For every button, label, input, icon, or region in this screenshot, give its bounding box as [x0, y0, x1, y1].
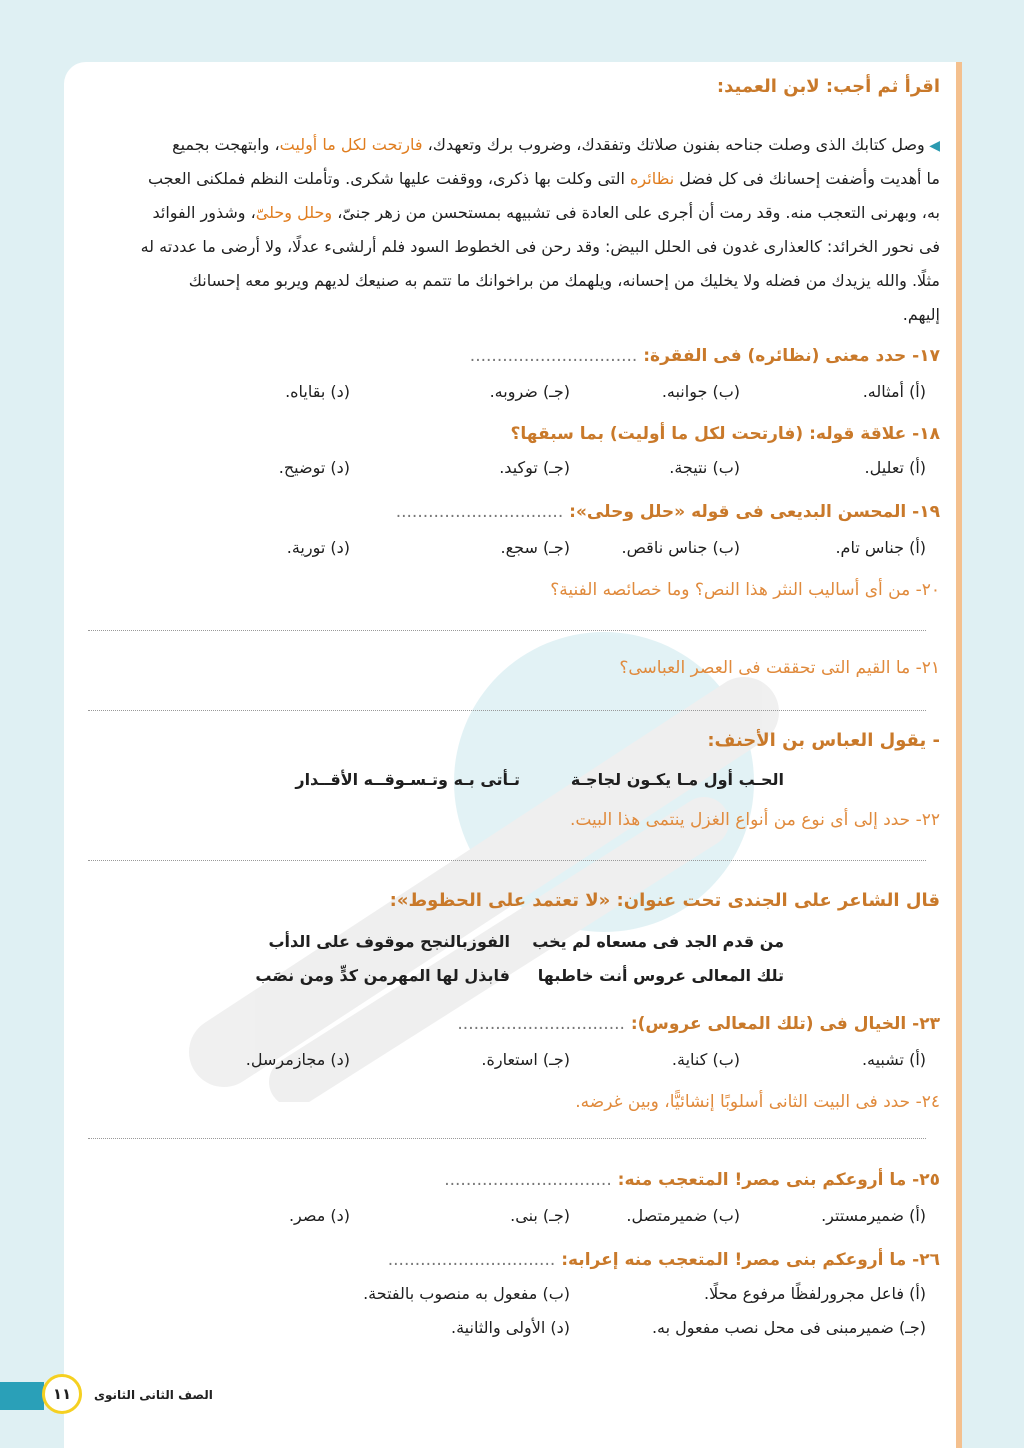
answer-blank: ............................... [457, 1014, 625, 1034]
q17-option-d[interactable]: (د) بقاياه. [285, 382, 350, 401]
question-23-text: ٢٣- الخيال فى (تلك المعالى عروس): [630, 1014, 940, 1034]
question-18: ١٨- علاقة قوله: (فارتحت لكل ما أوليت) بما سبقها؟ [510, 424, 940, 444]
question-17 [470, 346, 940, 366]
question-25-text: ٢٥- ما أروعكم بنى مصر! المتعجب منه: [617, 1170, 940, 1190]
bullet-arrow-icon: ◀ [924, 138, 940, 154]
question-26 [388, 1250, 940, 1270]
q18-option-d[interactable]: (د) توضيح. [278, 458, 350, 477]
page-number: ١١ [42, 1374, 82, 1414]
question-24: ٢٤- حدد فى البيت الثانى أسلوبًا إنشائيًّا، وبين غرضه. [575, 1092, 940, 1112]
q25-option-b[interactable]: (ب) ضميرمتصل. [626, 1206, 740, 1225]
question-19-text: ١٩- المحسن البديعى فى قوله «حلل وحلى»: [569, 502, 940, 522]
q23-option-d[interactable]: (د) مجازمرسل. [245, 1050, 350, 1069]
question-23 [457, 1014, 940, 1034]
verse-1-second-hemistich: الفوزبالنجح موقوف على الدأب [268, 932, 510, 951]
passage-text: ، وشذور الفوائد [152, 203, 256, 222]
passage-text: فى نحور الخرائد: كالعذارى غدون فى الحلل البيض: وقد رحن فى الخطوط السود فلم أرلشىء عدلًا، ولا أرضى ما عددته له [140, 237, 940, 256]
answer-blank: ............................... [469, 346, 638, 366]
passage-text: ما أهديت وأضفت إحسانك فى كل فضل [674, 169, 940, 188]
q26-option-c[interactable]: (جـ) ضميرمبنى فى محل نصب مفعول به. [651, 1318, 926, 1337]
answer-blank: ............................... [395, 502, 564, 522]
q17-option-c[interactable]: (جـ) ضروبه. [489, 382, 570, 401]
q19-option-d[interactable]: (د) تورية. [286, 538, 350, 557]
footer-accent-bar [0, 1382, 44, 1410]
q25-option-a[interactable]: (أ) ضميرمستتر. [821, 1206, 926, 1225]
verse-1-first-hemistich: الحـب أول مـا يكـون لجاجـة [570, 770, 784, 789]
verse-1-first-hemistich: من قدم الجد فى مسعاه لم يخب [532, 932, 784, 951]
verse-2-first-hemistich: تلك المعالى عروس أنت خاطبها [537, 966, 784, 985]
grade-label: الصف الثانى الثانوى [94, 1388, 213, 1402]
q17-option-b[interactable]: (ب) جوانبه. [661, 382, 740, 401]
answer-line[interactable] [88, 1138, 926, 1139]
q19-option-c[interactable]: (جـ) سجع. [500, 538, 570, 557]
passage-line [88, 298, 940, 333]
question-22: ٢٢- حدد إلى أى نوع من أنواع الغزل ينتمى هذا البيت. [569, 810, 940, 830]
verse-2-second-hemistich: فابذل لها المهرمن كدٍّ ومن نصَب [255, 966, 510, 985]
question-26-text: ٢٦- ما أروعكم بنى مصر! المتعجب منه إعرابه: [561, 1250, 940, 1270]
section2-title: - يقول العباس بن الأحنف: [707, 730, 940, 751]
q26-option-d[interactable]: (د) الأولى والثانية. [451, 1318, 570, 1337]
section1-title: اقرأ ثم أجب: لابن العميد: [716, 76, 940, 97]
passage-text: ، وابتهجت بجميع [172, 135, 280, 154]
answer-line[interactable] [88, 860, 926, 861]
q17-option-a[interactable]: (أ) أمثاله. [862, 382, 926, 401]
passage-text: إليهم. [902, 305, 940, 324]
q18-option-c[interactable]: (جـ) توكيد. [499, 458, 570, 477]
q25-option-d[interactable]: (د) مصر. [288, 1206, 350, 1225]
answer-blank: ............................... [387, 1250, 556, 1270]
passage-text: وصل كتابك الذى وصلت جناحه بفنون صلاتك وتفقدك، وضروب برك وتعهدك، [422, 135, 925, 154]
highlighted-phrase: وحلل وحلىّ [255, 203, 333, 222]
passage-text: به، وبهرنى التعجب منه. وقد رمت أن أجرى على العادة فى تشبيهه بمستحسن من زهر جنىّ، [332, 203, 940, 222]
question-25 [444, 1170, 940, 1190]
passage-line [88, 162, 940, 197]
answer-line[interactable] [88, 630, 926, 631]
passage-line [88, 196, 940, 231]
q26-option-b[interactable]: (ب) مفعول به منصوب بالفتحة. [363, 1284, 570, 1303]
q18-option-a[interactable]: (أ) تعليل. [864, 458, 926, 477]
passage-text: مثلًا. والله يزيدك من فضله ولا يخليك من إحسانه، ويلهمك من براخوانك ما تتمم به صنيعك لديهم ويربو معه إحسانك [188, 271, 940, 290]
passage-text: التى وكلت بها ذكرى، ووقفت عليها شكرى. وتأملت النظم فملكنى العجب [147, 169, 631, 188]
q23-option-c[interactable]: (جـ) استعارة. [481, 1050, 570, 1069]
answer-blank: ............................... [444, 1170, 612, 1190]
q23-option-a[interactable]: (أ) تشبيه. [861, 1050, 926, 1069]
q23-option-b[interactable]: (ب) كناية. [671, 1050, 740, 1069]
section3-title: قال الشاعر على الجندى تحت عنوان: «لا تعتمد على الحظوط»: [389, 890, 940, 911]
worksheet-page [64, 62, 962, 1448]
q19-option-b[interactable]: (ب) جناس ناقص. [621, 538, 740, 557]
answer-line[interactable] [88, 710, 926, 711]
q18-option-b[interactable]: (ب) نتيجة. [669, 458, 740, 477]
question-21: ٢١- ما القيم التى تحققت فى العصر العباسى؟ [619, 658, 940, 678]
passage-line [88, 128, 940, 164]
highlighted-phrase: فارتحت لكل ما أوليت [279, 135, 423, 154]
q26-option-a[interactable]: (أ) فاعل مجرورلفظًا مرفوع محلًا. [704, 1284, 926, 1303]
passage-line [88, 264, 940, 299]
question-17-text: ١٧- حدد معنى (نظائره) فى الفقرة: [643, 346, 940, 366]
question-19 [396, 502, 940, 522]
verse-1-second-hemistich: تـأتى بـه وتـسـوقــه الأقــدار [295, 770, 520, 789]
q25-option-c[interactable]: (جـ) بنى. [510, 1206, 570, 1225]
q19-option-a[interactable]: (أ) جناس تام. [835, 538, 926, 557]
question-20: ٢٠- من أى أساليب النثر هذا النص؟ وما خصائصه الفنية؟ [550, 580, 940, 600]
passage-line [88, 230, 940, 265]
highlighted-phrase: نظائره [630, 169, 675, 188]
